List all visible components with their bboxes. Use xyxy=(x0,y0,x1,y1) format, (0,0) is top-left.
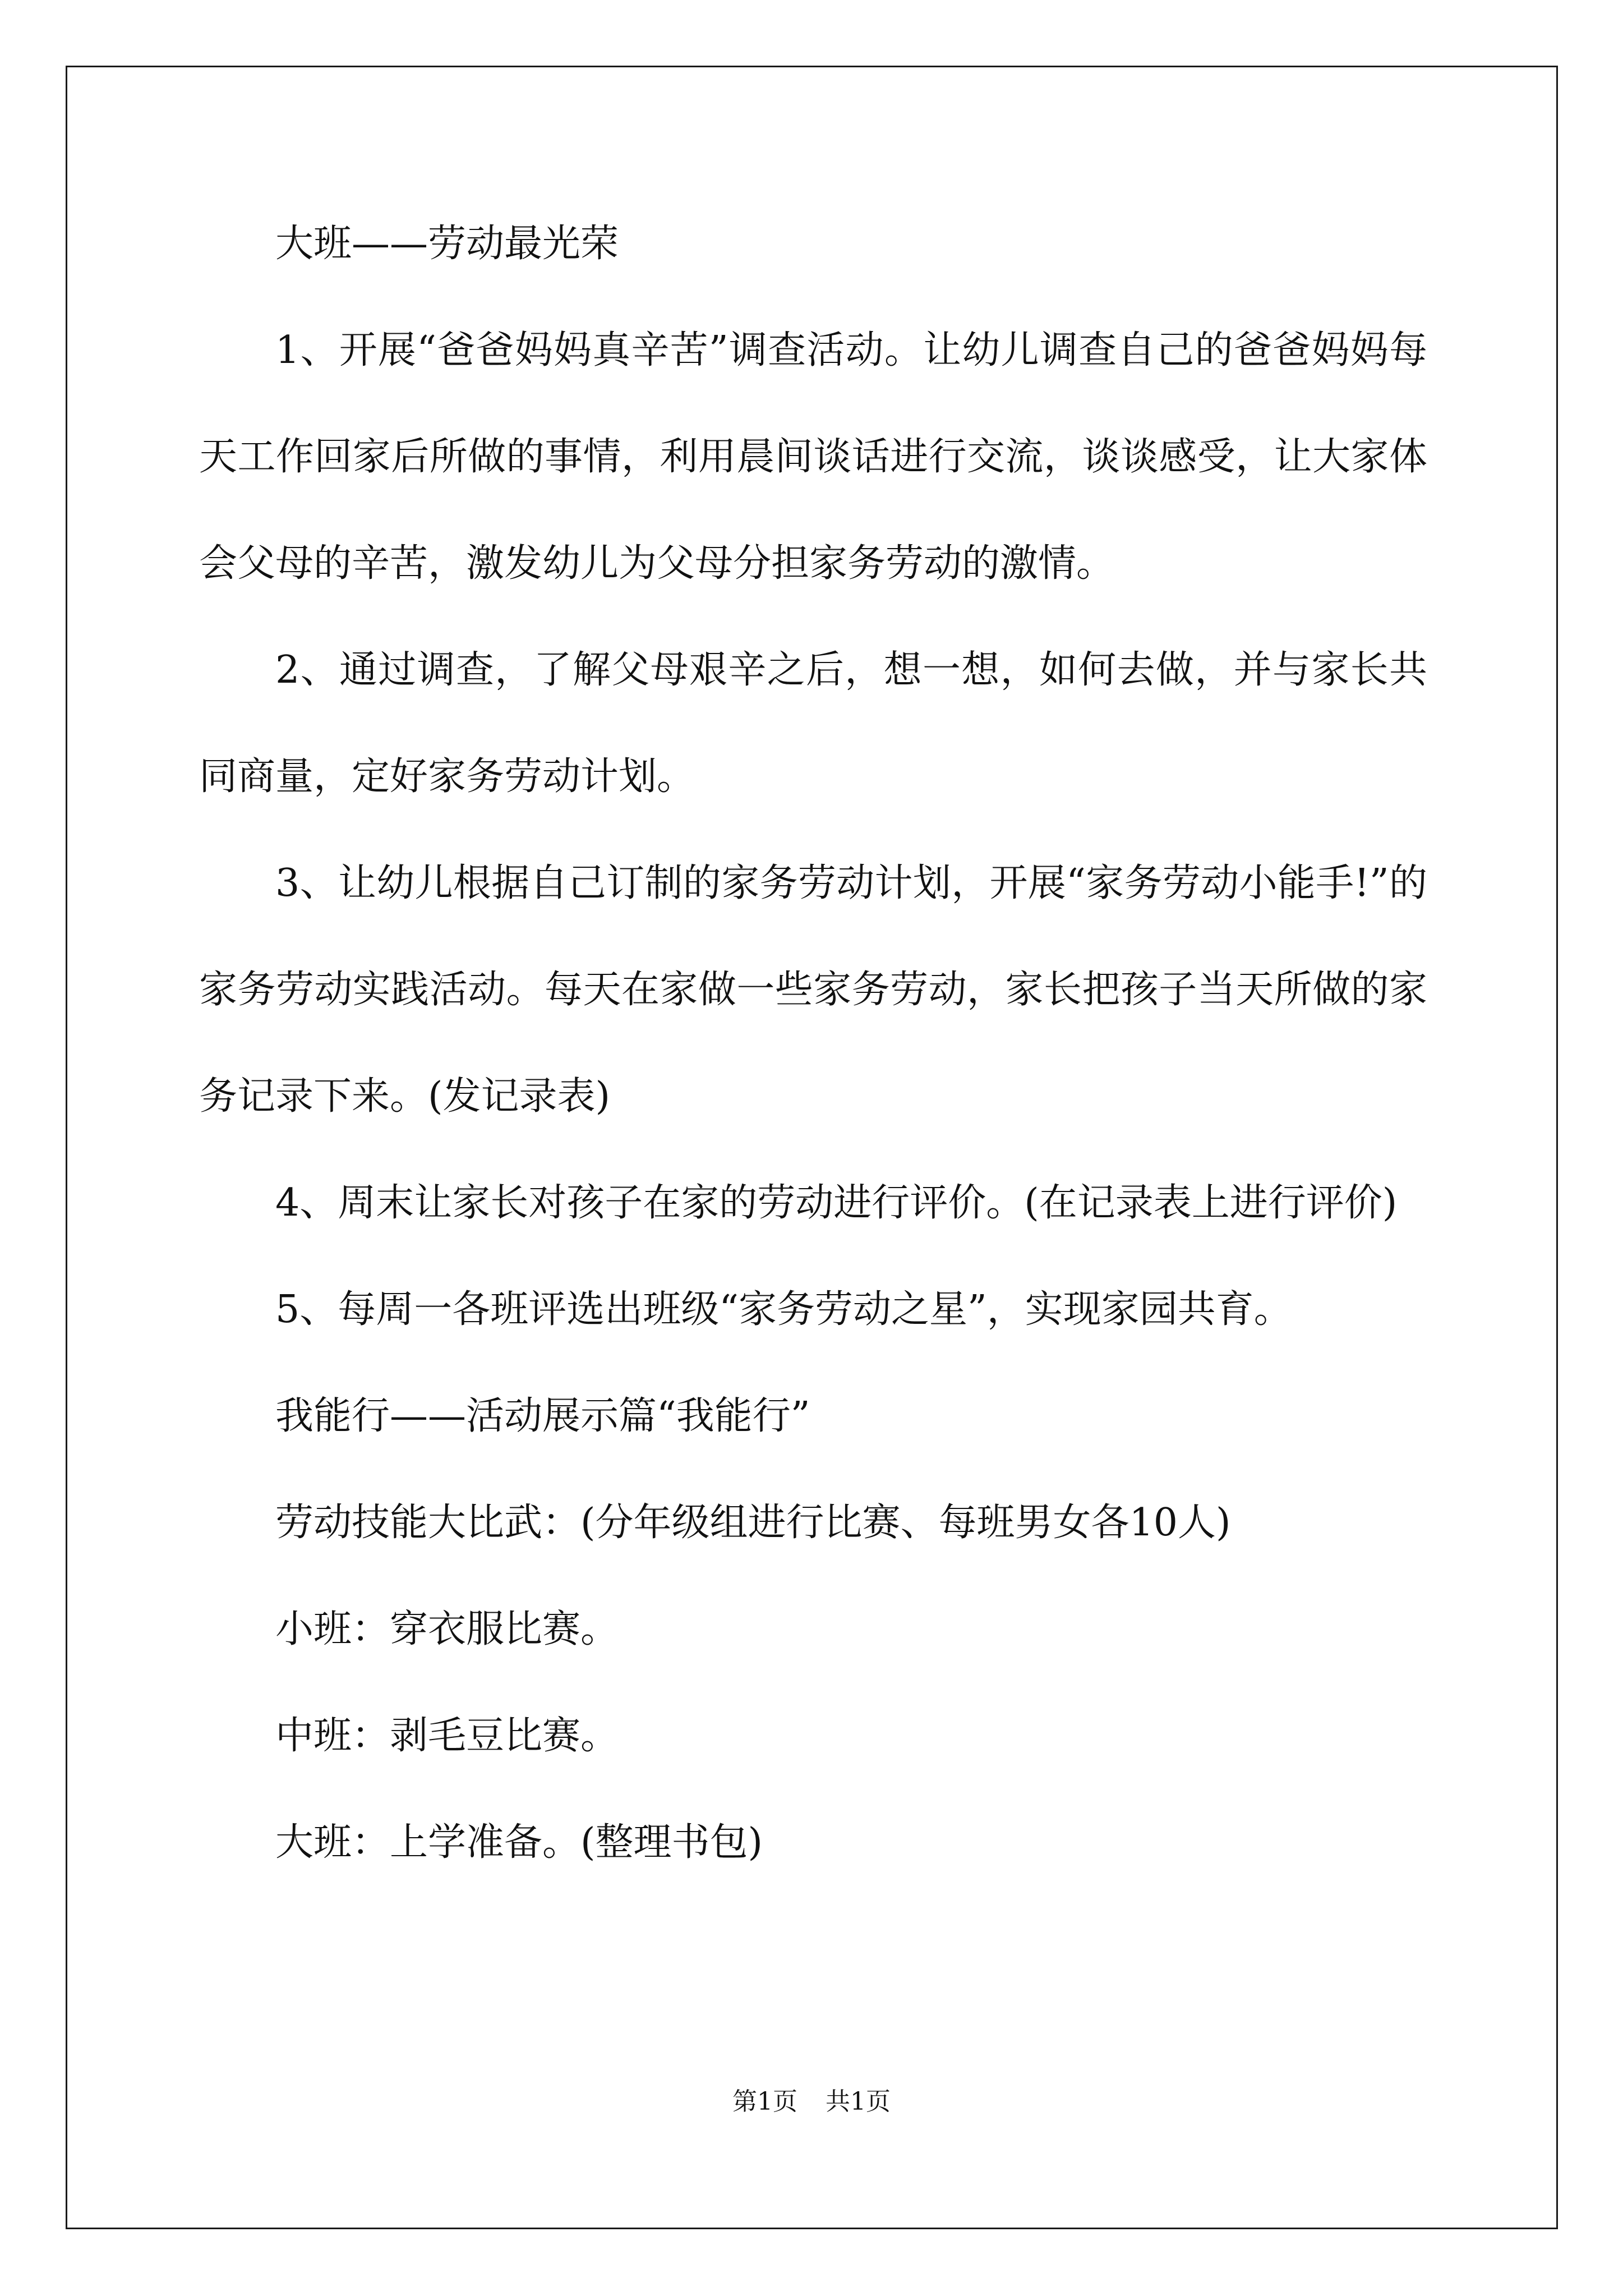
paragraph: 4、周末让家长对孩子在家的劳动进行评价。(在记录表上进行评价) xyxy=(275,1181,1398,1225)
section-heading: 大班——劳动最光荣 xyxy=(275,222,619,266)
paragraph: 小班：穿衣服比赛。 xyxy=(275,1607,619,1651)
paragraph: 2、通过调查，了解父母艰辛之后，想一想，如何去做，并与家长共同商量，定好家务劳动计划。 xyxy=(199,648,1427,799)
paragraph: 中班：剥毛豆比赛。 xyxy=(275,1714,619,1758)
paragraph: 5、每周一各班评选出班级“家务劳动之星”，实现家园共育。 xyxy=(275,1287,1292,1332)
section-heading: 我能行——活动展示篇“我能行” xyxy=(275,1394,810,1438)
paragraph: 劳动技能大比武：(分年级组进行比赛、每班男女各10人) xyxy=(275,1501,1231,1545)
paragraph: 大班：上学准备。(整理书包) xyxy=(275,1820,763,1865)
paragraph: 3、让幼儿根据自己订制的家务劳动计划，开展“家务劳动小能手!”的家务劳动实践活动。每天在家做一些家务劳动，家长把孩子当天所做的家务记录下来。(发记录表) xyxy=(199,861,1427,1119)
paragraph: 1、开展“爸爸妈妈真辛苦”调查活动。让幼儿调查自己的爸爸妈妈每天工作回家后所做的事情，利用晨间谈话进行交流，谈谈感受，让大家体会父母的辛苦，激发幼儿为父母分担家务劳动的激情。 xyxy=(199,328,1427,586)
page-footer xyxy=(0,2081,1623,2117)
page-total: 共1页 xyxy=(826,2087,891,2116)
page-number: 第1页 xyxy=(732,2087,797,2116)
document-body xyxy=(199,191,1427,1896)
